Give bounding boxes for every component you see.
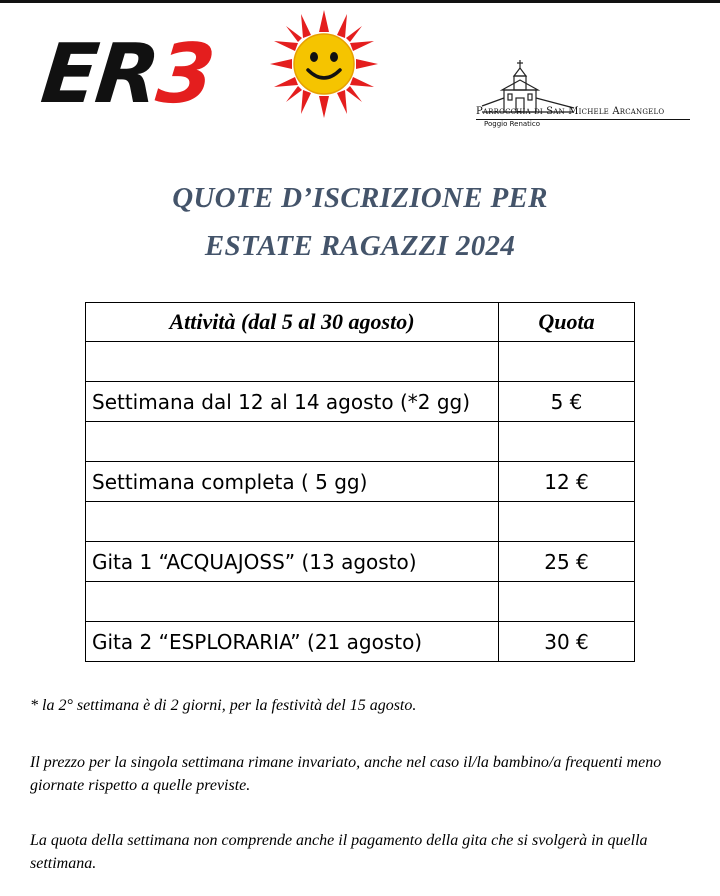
note-trip-excluded: La quota della settimana non comprende anche il pagamento della gita che si svolgerà in quella settimana. [30,832,648,872]
parish-logo [470,58,700,132]
page-title-line-2: ESTATE RAGAZZI 2024 [204,230,516,262]
logo-er: ER [37,27,163,122]
top-border [0,0,720,3]
note-price-unchanged: Il prezzo per la singola settimana rimane invariato, anche nel caso il/la bambino/a frequenti meno giornate rispetto a quelle previste. [30,754,662,794]
fee-cell: 30 € [499,622,635,662]
logo-three: 3 [152,27,218,122]
parish-name: Parrocchia di San Michele Arcangelo [476,106,665,117]
fee-cell: 12 € [499,462,635,502]
table-spacer-row [86,502,635,542]
parish-town: Poggio Renatico [484,120,540,128]
table-row [86,622,635,662]
header-activity: Attività (dal 5 al 30 agosto) [86,303,499,342]
activity-cell: Settimana dal 12 al 14 agosto (*2 gg) [86,382,499,422]
table-header-row [86,303,635,342]
table-row [86,542,635,582]
note-holiday: * la 2° settimana è di 2 giorni, per la festività del 15 agosto. [30,697,417,714]
activity-cell: Gita 2 “ESPLORARIA” (21 agosto) [86,622,499,662]
page-title-line-1: QUOTE D’ISCRIZIONE PER [172,182,548,214]
activity-cell: Gita 1 “ACQUAJOSS” (13 agosto) [86,542,499,582]
fee-cell: 5 € [499,382,635,422]
fees-table [85,302,635,662]
fee-cell: 25 € [499,542,635,582]
logo-text [37,27,218,122]
table-row [86,382,635,422]
header-fee: Quota [499,303,635,342]
er30-logo [37,8,380,128]
table-spacer-row [86,582,635,622]
activity-cell: Settimana completa ( 5 gg) [86,462,499,502]
smiling-sun-icon [268,8,380,120]
table-spacer-row [86,342,635,382]
table-spacer-row [86,422,635,462]
table-row [86,462,635,502]
